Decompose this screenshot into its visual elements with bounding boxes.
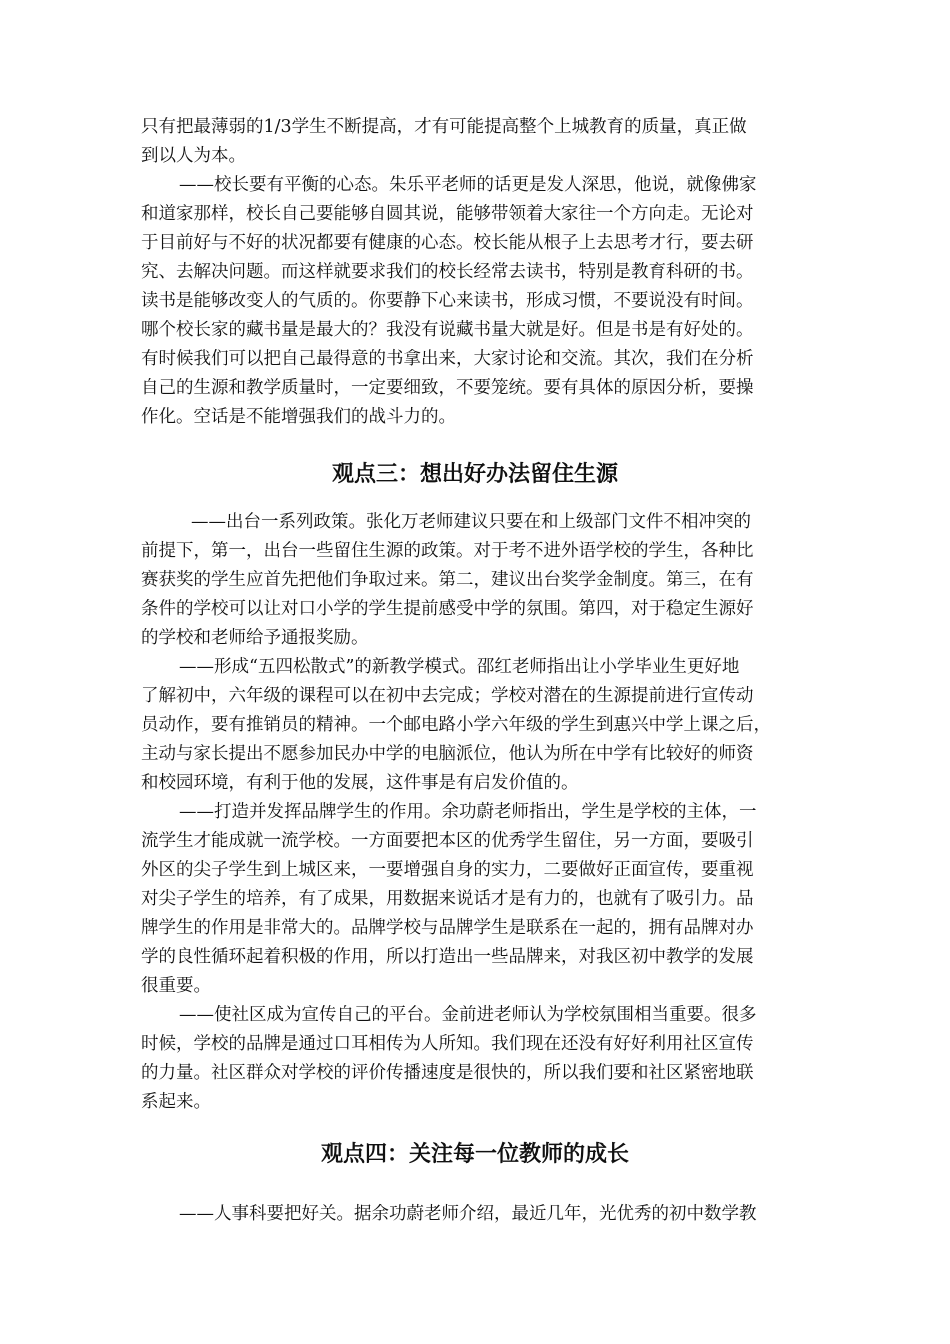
paragraph-line: 了解初中，六年级的课程可以在初中去完成；学校对潜在的生源提前进行宣传动 <box>141 686 754 706</box>
paragraph-line: 很重要。 <box>141 976 211 996</box>
paragraph-line: 有时候我们可以把自己最得意的书拿出来，大家讨论和交流。其次，我们在分析 <box>141 349 754 369</box>
section-heading: 观点三：想出好办法留住生源 <box>331 462 618 487</box>
paragraph-line: 外区的尖子学生到上城区来，一要增强自身的实力，二要做好正面宣传，要重视 <box>141 860 754 880</box>
paragraph-line: 员动作，要有推销员的精神。一个邮电路小学六年级的学生到惠兴中学上课之后， <box>141 715 771 735</box>
paragraph-line: ——形成“五四松散式”的新教学模式。邵红老师指出让小学毕业生更好地 <box>179 657 740 677</box>
paragraph-line: 时候，学校的品牌是通过口耳相传为人所知。我们现在还没有好好利用社区宣传 <box>141 1034 754 1054</box>
paragraph-line: 对尖子学生的培养，有了成果，用数据来说话才是有力的，也就有了吸引力。品 <box>141 889 754 909</box>
paragraph-line: 的学校和老师给予通报奖励。 <box>141 628 369 648</box>
paragraph-line: 的力量。社区群众对学校的评价传播速度是很快的，所以我们要和社区紧密地联 <box>141 1063 754 1083</box>
paragraph-line: ——人事科要把好关。据余功蔚老师介绍，最近几年，光优秀的初中数学教 <box>179 1204 757 1224</box>
paragraph-line: 条件的学校可以让对口小学的学生提前感受中学的氛围。第四，对于稳定生源好 <box>141 599 754 619</box>
paragraph-line: 学的良性循环起着积极的作用，所以打造出一些品牌来，对我区初中教学的发展 <box>141 947 754 967</box>
paragraph-line: ——校长要有平衡的心态。朱乐平老师的话更是发人深思，他说，就像佛家 <box>179 175 757 195</box>
paragraph-line: 自己的生源和教学质量时，一定要细致，不要笼统。要有具体的原因分析，要操 <box>141 378 754 398</box>
paragraph-line: 前提下，第一，出台一些留住生源的政策。对于考不进外语学校的学生，各种比 <box>141 541 754 561</box>
paragraph-line: 赛获奖的学生应首先把他们争取过来。第二，建议出台奖学金制度。第三，在有 <box>141 570 754 590</box>
paragraph-line: ——使社区成为宣传自己的平台。金前进老师认为学校氛围相当重要。很多 <box>179 1005 757 1025</box>
paragraph-line: 系起来。 <box>141 1092 211 1112</box>
paragraph-line: 到以人为本。 <box>141 146 246 166</box>
paragraph-line: 牌学生的作用是非常大的。品牌学校与品牌学生是联系在一起的，拥有品牌对办 <box>141 918 754 938</box>
paragraph-line: 读书是能够改变人的气质的。你要静下心来读书，形成习惯，不要说没有时间。 <box>141 291 754 311</box>
paragraph-line: ——打造并发挥品牌学生的作用。余功蔚老师指出，学生是学校的主体，一 <box>179 802 757 822</box>
paragraph-line: 哪个校长家的藏书量是最大的？我没有说藏书量大就是好。但是书是有好处的。 <box>141 320 754 340</box>
paragraph-line: 和校园环境，有利于他的发展，这件事是有启发价值的。 <box>141 773 579 793</box>
paragraph-line: 和道家那样，校长自己要能够自圆其说，能够带领着大家往一个方向走。无论对 <box>141 204 754 224</box>
paragraph-line: 主动与家长提出不愿参加民办中学的电脑派位，他认为所在中学有比较好的师资 <box>141 744 754 764</box>
paragraph-line: 于目前好与不好的状况都要有健康的心态。校长能从根子上去思考才行，要去研 <box>141 233 754 253</box>
paragraph-line: ——出台一系列政策。张化万老师建议只要在和上级部门文件不相冲突的 <box>191 512 751 532</box>
paragraph-line: 只有把最薄弱的1/3学生不断提高，才有可能提高整个上城教育的质量，真正做 <box>141 117 747 137</box>
paragraph-line: 究、去解决问题。而这样就要求我们的校长经常去读书，特别是教育科研的书。 <box>141 262 754 282</box>
paragraph-line: 作化。空话是不能增强我们的战斗力的。 <box>141 407 456 427</box>
section-heading: 观点四：关注每一位教师的成长 <box>320 1142 629 1167</box>
paragraph-line: 流学生才能成就一流学校。一方面要把本区的优秀学生留住，另一方面，要吸引 <box>141 831 754 851</box>
